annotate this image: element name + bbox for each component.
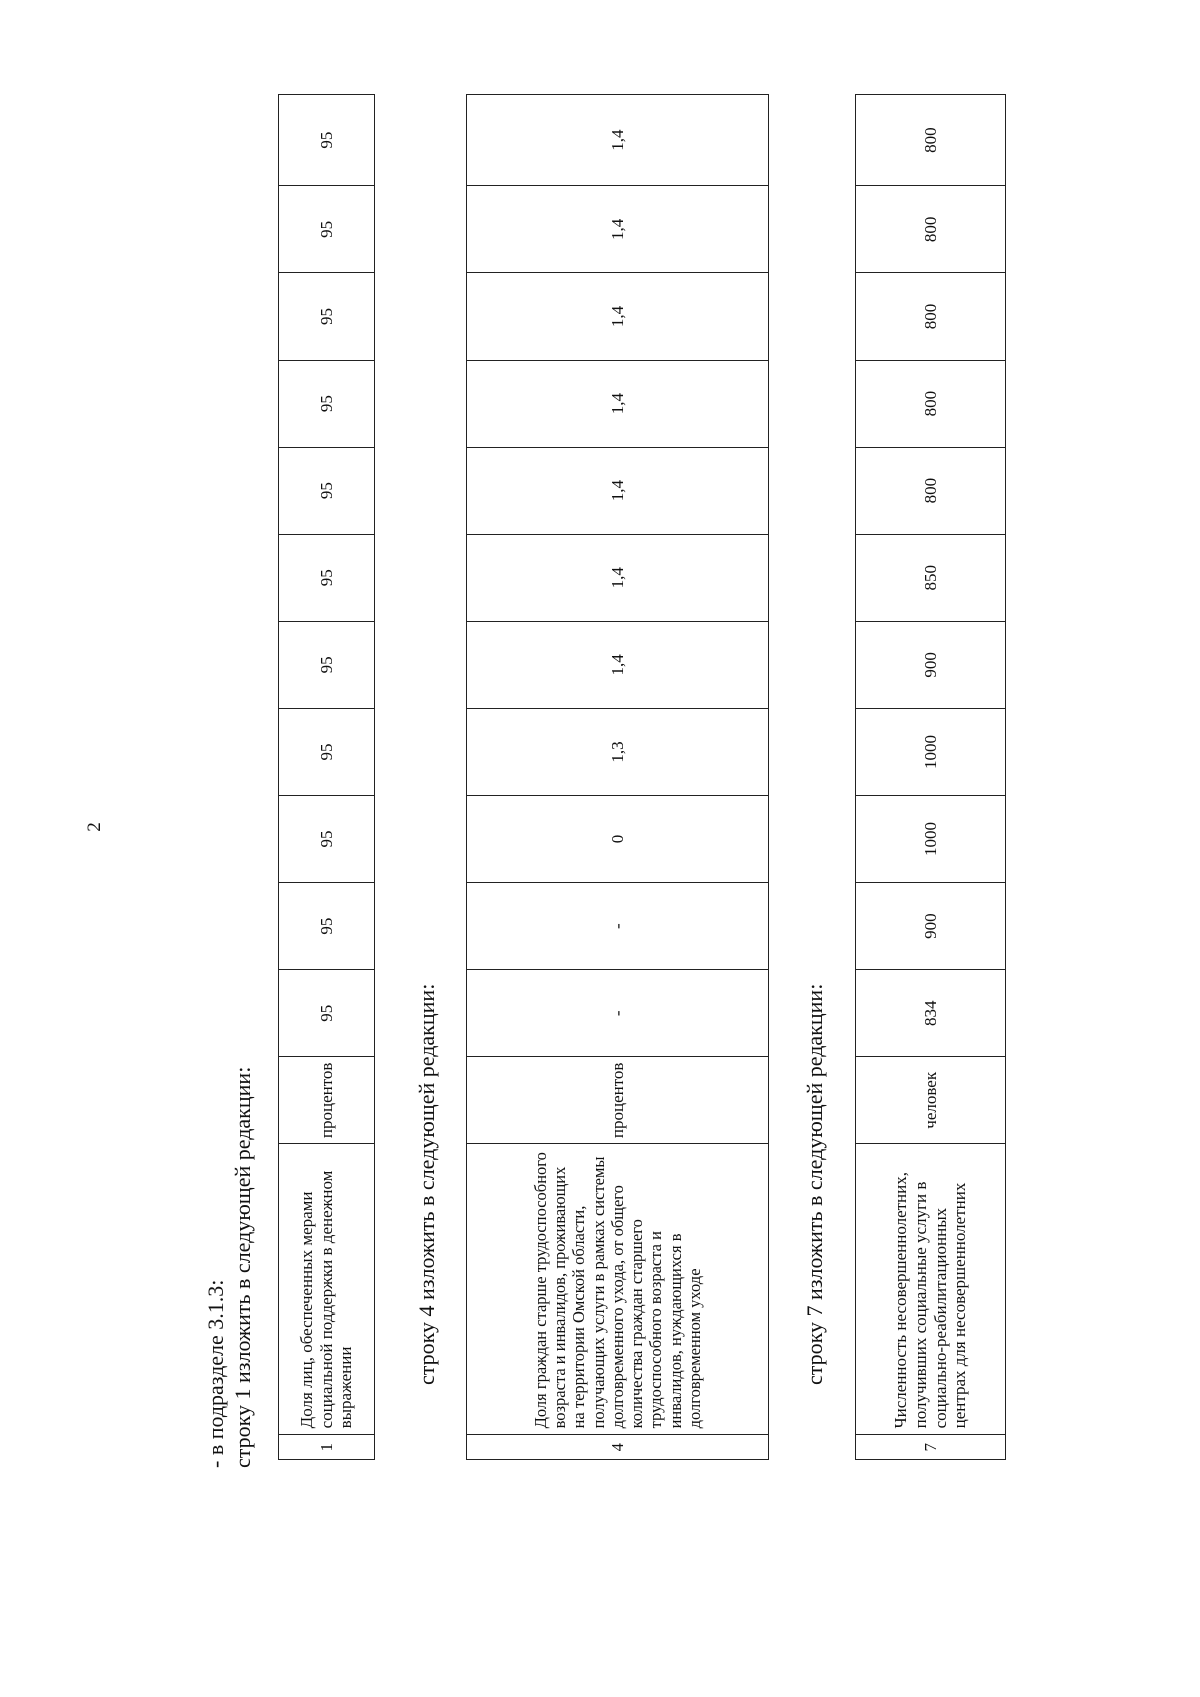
value-cell: 850 (856, 534, 1006, 621)
value-cell: 1,4 (467, 447, 769, 534)
value-cell: 95 (279, 534, 375, 621)
value-cell: 95 (279, 273, 375, 360)
row-1-heading: строку 1 изложить в следующей редакции: (230, 1066, 255, 1468)
value-cell: 800 (856, 95, 1006, 186)
row-description: Доля граждан старше трудоспособного возраста и инвалидов, проживающих на территории Омской области, получающих услуги в рамках системы долговременного ухода, от общего количества граждан старшего трудоспособного возраста и инвалидов, нуждающихся в долговременном уходе (467, 1144, 769, 1435)
table-row (279, 95, 375, 1460)
value-cell: 1,3 (467, 708, 769, 795)
value-cell: 800 (856, 186, 1006, 273)
row-number: 1 (279, 1435, 375, 1460)
row-unit: процентов (467, 1057, 769, 1144)
value-cell: 1,4 (467, 186, 769, 273)
value-cell: - (467, 883, 769, 970)
value-cell: 1000 (856, 796, 1006, 883)
value-cell: 1,4 (467, 273, 769, 360)
value-cell: 95 (279, 95, 375, 186)
value-cell: 95 (279, 447, 375, 534)
row-unit: человек (856, 1057, 1006, 1144)
value-cell: 95 (279, 796, 375, 883)
value-cell: 1,4 (467, 360, 769, 447)
value-cell: 0 (467, 796, 769, 883)
row-1-table (278, 94, 375, 1460)
page-number: 2 (84, 822, 105, 832)
value-cell: 800 (856, 447, 1006, 534)
row-7-table (855, 94, 1006, 1460)
value-cell: - (467, 970, 769, 1057)
value-cell: 800 (856, 273, 1006, 360)
value-cell: 95 (279, 708, 375, 795)
value-cell: 95 (279, 883, 375, 970)
value-cell: 95 (279, 970, 375, 1057)
value-cell: 900 (856, 621, 1006, 708)
row-description: Численность несовершеннолетних, получивших социальные услуги в социально-реабилитационных центрах для несовершеннолетних (856, 1144, 1006, 1435)
value-cell: 800 (856, 360, 1006, 447)
value-cell: 95 (279, 360, 375, 447)
row-4-table (466, 94, 769, 1460)
value-cell: 834 (856, 970, 1006, 1057)
row-4-heading: строку 4 изложить в следующей редакции: (414, 983, 439, 1385)
value-cell: 1,4 (467, 534, 769, 621)
row-7-heading: строку 7 изложить в следующей редакции: (802, 983, 827, 1385)
value-cell: 95 (279, 621, 375, 708)
value-cell: 1,4 (467, 95, 769, 186)
table-row (467, 95, 769, 1460)
row-unit: процентов (279, 1057, 375, 1144)
subsection-reference: - в подразделе 3.1.3: (203, 1279, 228, 1468)
row-number: 4 (467, 1435, 769, 1460)
value-cell: 1,4 (467, 621, 769, 708)
value-cell: 95 (279, 186, 375, 273)
table-row (856, 95, 1006, 1460)
value-cell: 900 (856, 883, 1006, 970)
value-cell: 1000 (856, 708, 1006, 795)
row-description: Доля лиц, обеспеченных мерами социальной поддержки в денежном выражении (279, 1144, 375, 1435)
row-number: 7 (856, 1435, 1006, 1460)
